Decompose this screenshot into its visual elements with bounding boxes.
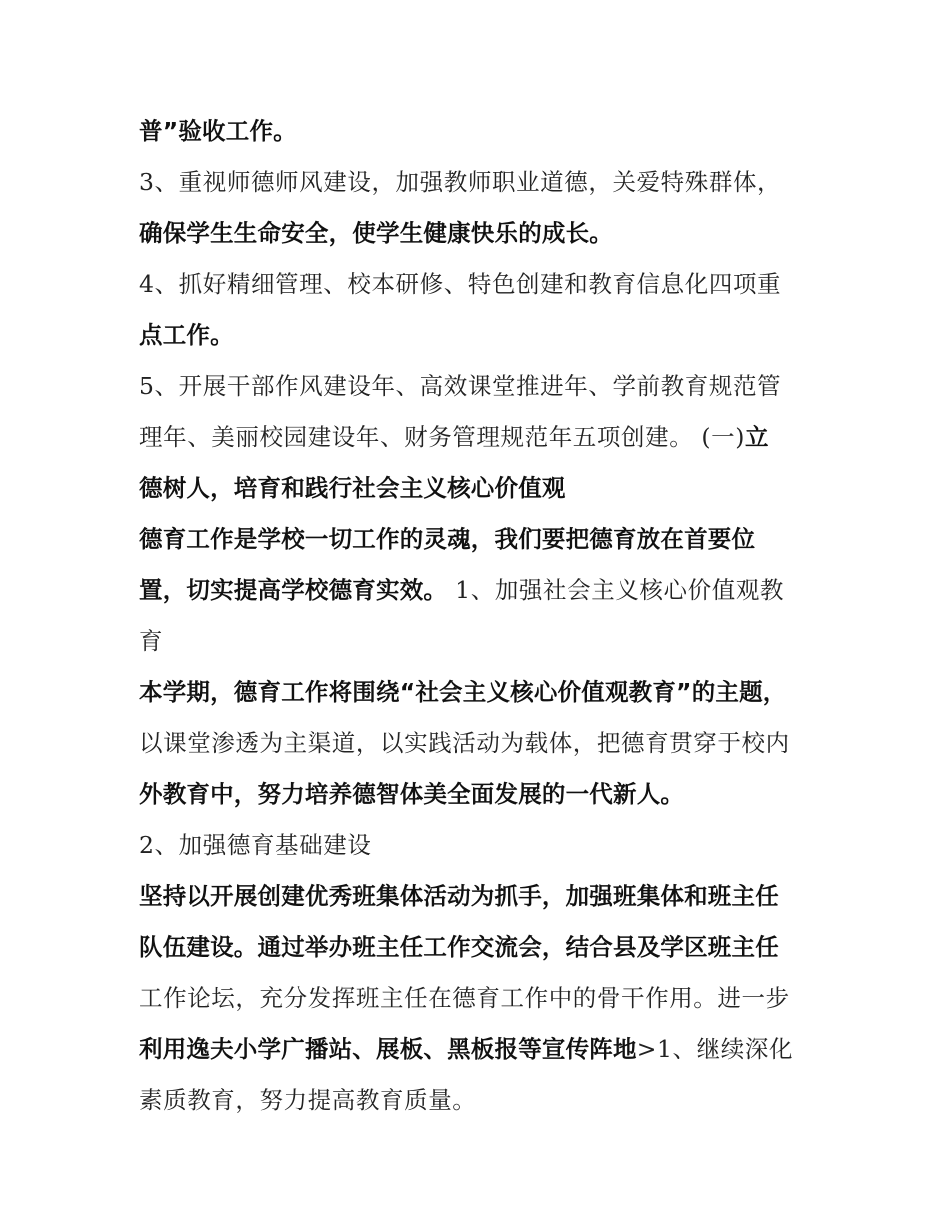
text-line-18 xyxy=(139,973,819,1024)
text-segment: 本学期，德育工作将围绕“社会主义核心价值观教育”的主题， xyxy=(139,678,787,706)
text-segment: 工作论坛，充分发挥班主任在德育工作中的骨干作用。进一步 xyxy=(139,984,790,1012)
text-segment: 3、重视师德师风建设，加强教师职业道德，关爱特殊群体， xyxy=(139,168,782,196)
text-line-6 xyxy=(139,361,819,412)
text-line-10 xyxy=(139,565,819,616)
text-segment: 点工作。 xyxy=(139,321,234,349)
text-segment: 5、开展干部作风建设年、高效课堂推进年、学前教育规范管 xyxy=(139,372,782,400)
text-line-19 xyxy=(139,1024,819,1075)
text-segment: 4、抓好精细管理、校本研修、特色创建和教育信息化四项重 xyxy=(139,270,782,298)
text-segment: 育 xyxy=(139,627,164,655)
text-segment: 置，切实提高学校德育实效。 xyxy=(139,576,448,604)
text-segment: 德育工作是学校一切工作的灵魂，我们要把德育放在首要位 xyxy=(139,525,756,553)
body-text xyxy=(139,106,819,1126)
text-line-4 xyxy=(139,259,819,310)
text-line-7 xyxy=(139,412,819,463)
text-segment: 1、加强社会主义核心价值观教 xyxy=(447,576,785,604)
text-segment: 素质教育，努力提高教育质量。 xyxy=(139,1086,477,1114)
text-segment: 理年、美丽校园建设年、财务管理规范年五项创建。 (一) xyxy=(139,423,746,451)
text-segment: 队伍建设。通过举办班主任工作交流会，结合县及学区班主任 xyxy=(139,933,779,961)
text-line-14 xyxy=(139,769,819,820)
text-segment: 立 xyxy=(745,423,769,451)
text-segment: 外教育中，努力培养德智体美全面发展的一代新人。 xyxy=(139,780,685,808)
text-line-16 xyxy=(139,871,819,922)
text-segment: 普”验收工作。 xyxy=(139,117,297,145)
text-segment: 确保学生生命安全，使学生健康快乐的成长。 xyxy=(139,219,613,247)
text-line-9 xyxy=(139,514,819,565)
text-line-3 xyxy=(139,208,819,259)
text-line-8 xyxy=(139,463,819,514)
text-line-1 xyxy=(139,106,819,157)
text-line-5 xyxy=(139,310,819,361)
text-line-2 xyxy=(139,157,819,208)
text-segment: 坚持以开展创建优秀班集体活动为抓手，加强班集体和班主任 xyxy=(139,882,779,910)
text-segment: >1、继续深化 xyxy=(636,1035,794,1063)
text-line-15 xyxy=(139,820,819,871)
text-line-20 xyxy=(139,1075,819,1126)
text-line-11 xyxy=(139,616,819,667)
text-line-17 xyxy=(139,922,819,973)
text-segment: 以课堂渗透为主渠道，以实践活动为载体，把德育贯穿于校内 xyxy=(139,729,790,757)
text-line-12 xyxy=(139,667,819,718)
text-segment: 德树人，培育和践行社会主义核心价值观 xyxy=(139,474,566,502)
text-segment: 2、加强德育基础建设 xyxy=(139,831,372,859)
text-line-13 xyxy=(139,718,819,769)
text-segment: 利用逸夫小学广播站、展板、黑板报等宣传阵地 xyxy=(139,1035,637,1063)
